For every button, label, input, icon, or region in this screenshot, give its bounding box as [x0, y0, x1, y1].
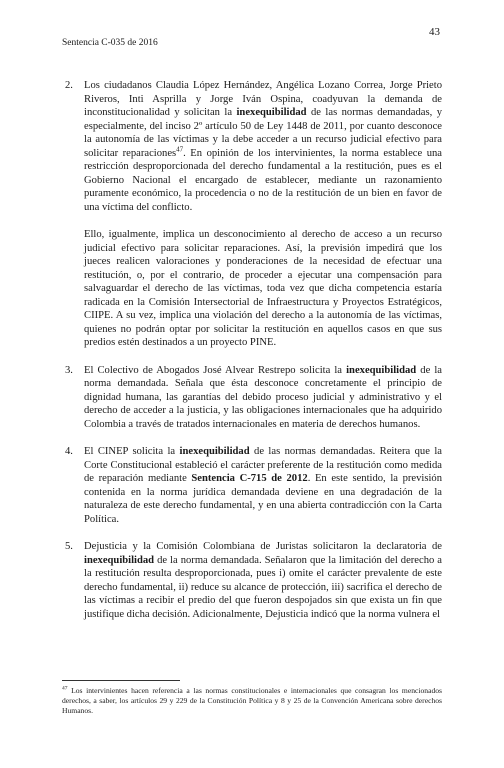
footnote-rule [62, 680, 180, 681]
item-number: 5. [65, 541, 73, 552]
footnote-ref[interactable]: 47 [176, 144, 184, 153]
item-number: 4. [65, 446, 73, 457]
paragraph: Dejusticia y la Comisión Colombiana de Juristas solicitaron la declaratoria de inexequibilidad de la norma demandada. Señalaron que la limitación del derecho a la restitución resulta desproporcionada, pues i) omite el carácter prevalente de este derecho fundamental, ii) reduce su alcance de protección, iii) sacrifica el derecho de las víctimas a recibir el predio del que fueron despojados sin que exista un fin que justifique dicha decisión. Adicionalmente, Dejusticia indicó que la norma vulnera el [84, 541, 442, 620]
paragraph: Ello, igualmente, implica un desconocimiento al derecho de acceso a un recurso judicial efectivo para solicitar reparaciones. Así, la previsión impedirá que los jueces realicen valoraciones y ponderaciones de la necesidad de efectuar una restitución, o, por el contrario, de proceder a ejecutar una compensación para salvaguardar el derecho de las víctimas, toda vez que dicha competencia estaría radicada en la Comisión Intersectorial de Infraestructura y Proyectos Estratégicos, CIIPE. A su vez, implica una violación del derecho a la autonomía de las víctimas, quienes no podrán optar por solicitar la restitución en aquellos casos en que sus predios estén destinados a un proyecto PINE. [84, 229, 442, 348]
paragraph: El Colectivo de Abogados José Alvear Restrepo solicita la inexequibilidad de la norma demandada. Señala que ésta desconoce concretamente el principio de dignidad humana, las garantías del debido proceso judicial y administrativo y el derecho de acceder a la justicia, y las obligaciones internacionales que ha adquirido Colombia a través de tratados internacionales en materia de derechos humanos. [84, 364, 442, 430]
paragraph: El CINEP solicita la inexequibilidad de las normas demandadas. Reitera que la Corte Constitucional estableció el carácter preferente de la restitución como medida de reparación mediante Sentencia C-715 de 2012. En este sentido, la previsión contenida en la norma jurídica demandada deviene en una degradación de la naturaleza de este derecho fundamental, y en una abierta contradicción con la Carta Política. [84, 446, 443, 525]
paragraph: Los ciudadanos Claudia López Hernández, Angélica Lozano Correa, Jorge Prieto Riveros, Inti Asprilla y Jorge Iván Ospina, coadyuvan la demanda de inconstitucionalidad y solicitan la inexequibilidad de las normas demandadas, y especialmente, del inciso 2º artículo 50 de Ley 1448 de 2011, por cuanto desconoce la autonomía de las víctimas y la debe acceder a un recurso judicial efectivo para solicitar reparaciones$^{47}$. En opinión de los intervinientes, la norma establece una restricción desproporcionada del derecho fundamental a la restitución, pues es el Gobierno Nacional el encargado de establecer, mediante un razonamiento puramente económico, la procedencia o no de la restitución de un bien en favor de una víctima del conflicto. [84, 80, 442, 213]
page-number: 43 [429, 26, 440, 38]
running-header: Sentencia C-035 de 2016 [62, 38, 158, 48]
document-body [62, 79, 442, 621]
list-item-3 [62, 364, 442, 432]
list-item-4 [62, 445, 442, 526]
list-item-2 [62, 79, 442, 214]
item-number: 3. [65, 364, 73, 376]
item-number: 2. [65, 80, 73, 91]
footnote: $^{47}$ Los intervinientes hacen referencia a las normas constitucionales e internacionales que consagran los mencionados derechos, a saber, los artículos 29 y 229 de la Constitución Política y 8 y 25 de la Convención Americana sobre derechos Humanos. [62, 685, 442, 715]
list-item-5 [62, 540, 442, 621]
footnote-number: 47 [62, 685, 68, 692]
